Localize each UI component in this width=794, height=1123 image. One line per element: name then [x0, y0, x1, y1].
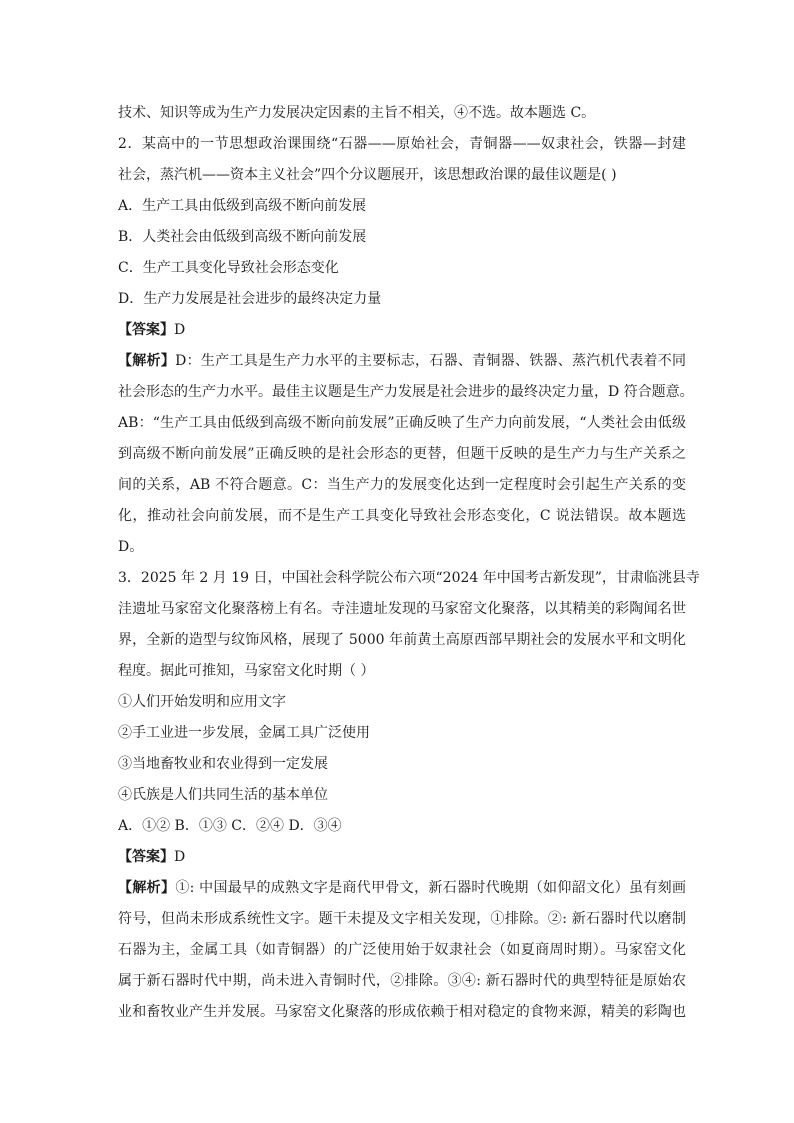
text-line: 【解析】①: 中国最早的成熟文字是商代甲骨文，新石器时代晚期（如仰韶文化）虽有刻画: [118, 880, 687, 896]
text-line: 化，推动社会向前发展，而不是生产工具变化导致社会形态变化，C 说法错误。故本题选: [118, 508, 686, 524]
option-b: B．人类社会由低级到高级不断向前发展: [118, 229, 367, 245]
answer-line: [118, 315, 686, 346]
analysis-block: [118, 346, 694, 563]
answer-value: D: [174, 322, 186, 338]
statement-4: ④氏族是人们共同生活的基本单位: [118, 787, 328, 803]
text-line: 技术、知识等成为生产力发展决定因素的主旨不相关，④不选。故本题选 C。: [118, 105, 596, 121]
text-line: 界，全新的造型与纹饰风格，展现了 5000 年前黄土高原西部早期社会的发展水平和文明化: [118, 632, 686, 648]
answer-value: D: [174, 849, 186, 865]
document-page: [118, 98, 700, 1028]
answer-label: 【答案】: [118, 322, 174, 338]
analysis-label: 【解析】: [118, 353, 176, 369]
text-line: 到高级不断向前发展”正确反映的是社会形态的更替，但题干反映的是生产力与生产关系之: [118, 446, 686, 462]
options-line: A．①② B．①③ C．②④ D．③④: [118, 818, 342, 834]
text-line: 洼遗址马家窑文化聚落榜上有名。寺洼遗址发现的马家窑文化聚落，以其精美的彩陶闻名世: [118, 601, 686, 617]
text-line: AB：“生产工具由低级到高级不断向前发展”正确反映了生产力向前发展，“人类社会由低级: [118, 415, 686, 431]
question-2: [118, 129, 694, 563]
statement-3: ③当地畜牧业和农业得到一定发展: [118, 756, 328, 772]
text-line: 石器为主，金属工具（如青铜器）的广泛使用始于奴隶社会（如夏商周时期）。马家窑文化: [118, 942, 686, 958]
question-3-stem: [118, 563, 700, 687]
text-line: 业和畜牧业产生并发展。马家窑文化聚落的形成依赖于相对稳定的食物来源，精美的彩陶也: [118, 1004, 686, 1020]
answer-label: 【答案】: [118, 849, 174, 865]
text-line: 3．2025 年 2 月 19 日，中国社会科学院公布六项“2024 年中国考古新发现”，甘肃临洮县寺: [118, 570, 700, 586]
text-line: D。: [118, 539, 144, 555]
text-line: 间的关系，AB 不符合题意。C：当生产力的发展变化达到一定程度时会引起生产关系的变: [118, 477, 686, 493]
analysis-label: 【解析】: [118, 880, 176, 896]
question-3: [118, 563, 700, 1028]
statement-2: ②手工业进一步发展，金属工具广泛使用: [118, 725, 370, 741]
previous-analysis-continuation: [118, 98, 686, 129]
question-2-stem: [118, 129, 686, 191]
text-line: 社会，蒸汽机——资本主义社会”四个分议题展开，该思想政治课的最佳议题是( ): [118, 167, 617, 183]
text-line: 2．某高中的一节思想政治课围绕“石器——原始社会，青铜器——奴隶社会，铁器—封建: [118, 136, 686, 152]
text-line: 【解析】D：生产工具是生产力水平的主要标志，石器、青铜器、铁器、蒸汽机代表着不同: [118, 353, 686, 369]
text-line: 社会形态的生产力水平。最佳主议题是生产力发展是社会进步的最终决定力量，D 符合题意。: [118, 384, 694, 400]
text-line: 程度。据此可推知，马家窑文化时期（ ）: [118, 663, 375, 679]
option-c: C．生产工具变化导致社会形态变化: [118, 260, 339, 276]
option-d: D．生产力发展是社会进步的最终决定力量: [118, 291, 382, 307]
answer-line: [118, 842, 686, 873]
option-a: A．生产工具由低级到高级不断向前发展: [118, 198, 367, 214]
text-line: 属于新石器时代中期，尚未进入青铜时代，②排除。③④: 新石器时代的典型特征是原始农: [118, 973, 686, 989]
text-line: 符号，但尚未形成系统性文字。题干未提及文字相关发现，①排除。②: 新石器时代以磨制: [118, 911, 686, 927]
analysis-block: [118, 873, 686, 1028]
statement-1: ①人们开始发明和应用文字: [118, 694, 286, 710]
